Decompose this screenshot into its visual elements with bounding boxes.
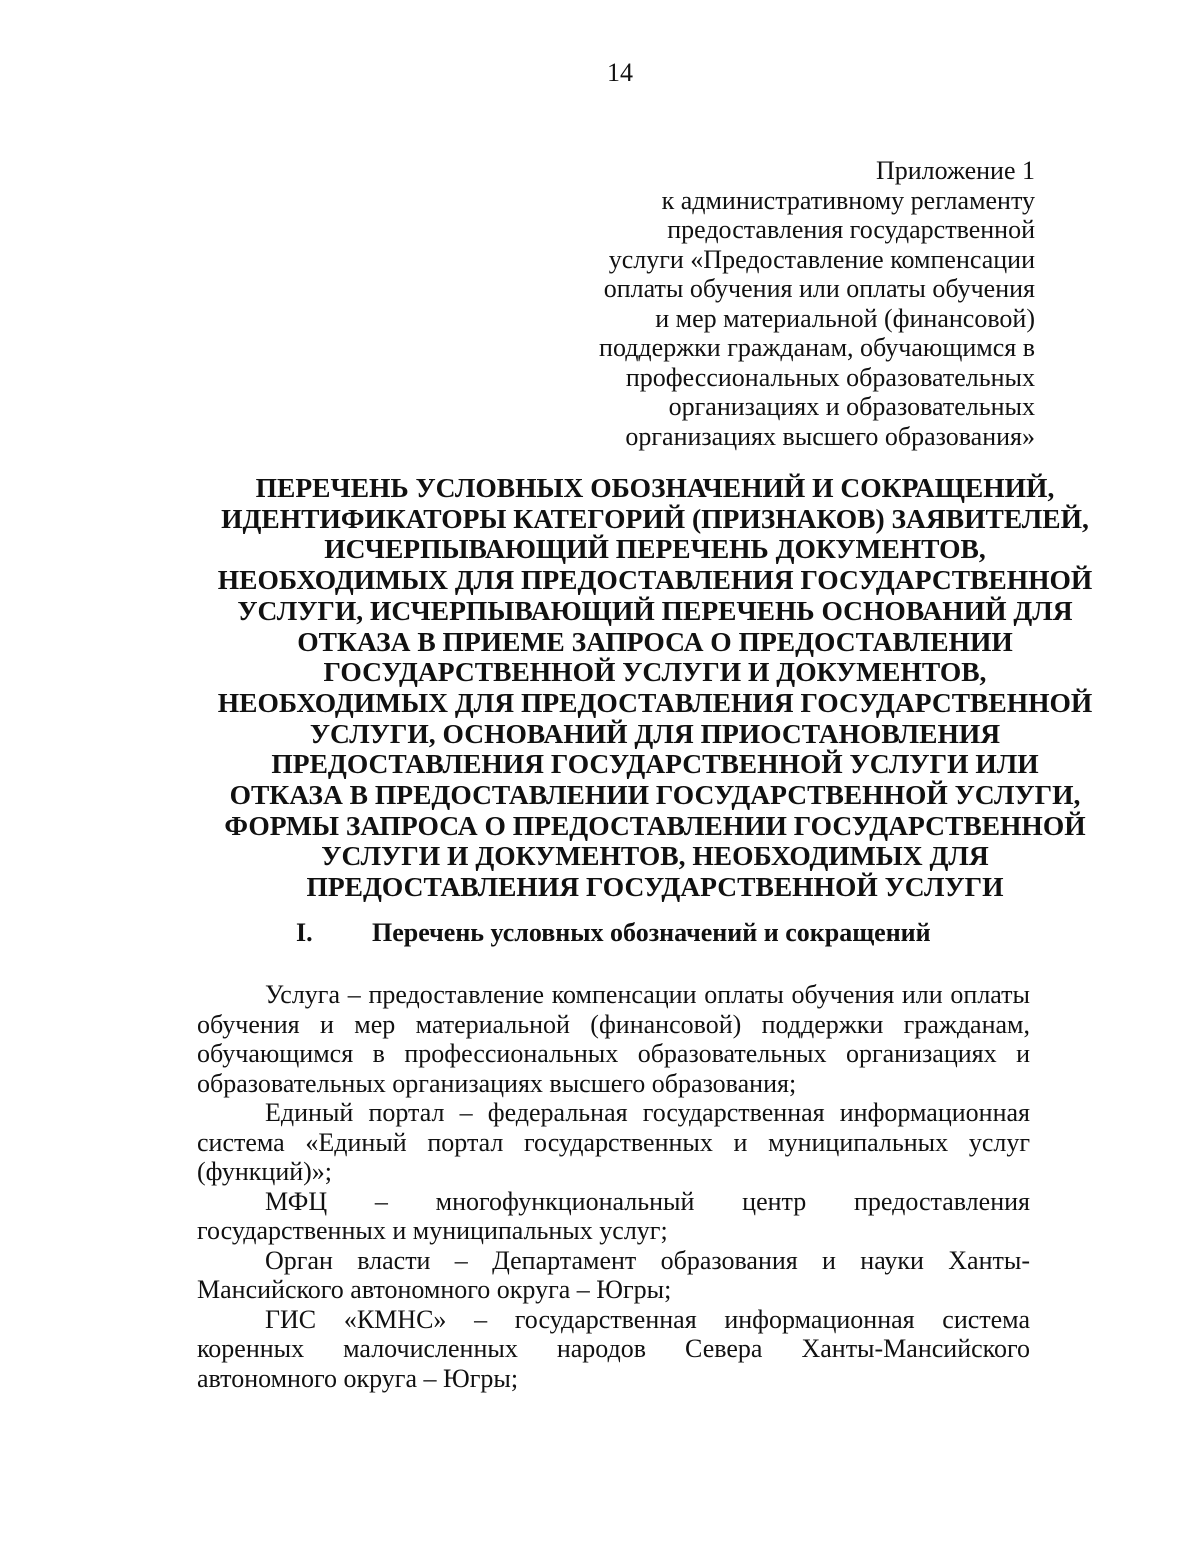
title-line: ПРЕДОСТАВЛЕНИЯ ГОСУДАРСТВЕННОЙ УСЛУГИ ИЛИ	[271, 748, 1039, 780]
title-line: ИСЧЕРПЫВАЮЩИЙ ПЕРЕЧЕНЬ ДОКУМЕНТОВ,	[324, 533, 986, 565]
appendix-line: услуги «Предоставление компенсации	[608, 244, 1035, 274]
title-line: ПРЕДОСТАВЛЕНИЯ ГОСУДАРСТВЕННОЙ УСЛУГИ	[306, 871, 1004, 903]
title-line: ОТКАЗА В ПРИЕМЕ ЗАПРОСА О ПРЕДОСТАВЛЕНИИ	[297, 625, 1013, 657]
definition-paragraph: Орган власти – Департамент образования и науки Ханты-Мансийского автономного округа – Югры;	[197, 1245, 1030, 1304]
appendix-line: поддержки гражданам, обучающимся в	[599, 333, 1035, 362]
appendix-line: оплаты обучения или оплаты обучения	[603, 274, 1035, 303]
appendix-line: Приложение 1	[875, 156, 1035, 185]
appendix-line: к административному регламенту	[661, 185, 1035, 215]
appendix-reference	[515, 156, 1035, 451]
appendix-line: организациях высшего образования»	[625, 421, 1035, 451]
title-line: УСЛУГИ, ОСНОВАНИЙ ДЛЯ ПРИОСТАНОВЛЕНИЯ	[309, 717, 1001, 749]
page-number: 14	[607, 58, 633, 87]
section-number: I.	[296, 918, 313, 947]
definition-paragraph: Услуга – предоставление компенсации оплаты обучения или оплаты обучения и мер материальной (финансовой) поддержки гражданам, обучающимся в профессиональных образовательных организациях и образовательных организациях высшего образования;	[197, 980, 1030, 1098]
title-line: ИДЕНТИФИКАТОРЫ КАТЕГОРИЙ (ПРИЗНАКОВ) ЗАЯВИТЕЛЕЙ,	[221, 502, 1089, 534]
title-line: УСЛУГИ И ДОКУМЕНТОВ, НЕОБХОДИМЫХ ДЛЯ	[321, 840, 989, 872]
appendix-line: профессиональных образовательных	[625, 362, 1035, 392]
title-line: ФОРМЫ ЗАПРОСА О ПРЕДОСТАВЛЕНИИ ГОСУДАРСТВЕННОЙ	[224, 809, 1086, 841]
title-line: УСЛУГИ, ИСЧЕРПЫВАЮЩИЙ ПЕРЕЧЕНЬ ОСНОВАНИЙ ДЛЯ	[237, 594, 1073, 626]
definition-paragraph: ГИС «КМНС» – государственная информационная система коренных малочисленных народов Севера Ханты-Мансийского автономного округа – Югры;	[197, 1304, 1030, 1393]
document-title	[140, 473, 1170, 903]
appendix-line: и мер материальной (финансовой)	[655, 303, 1035, 333]
title-line: ОТКАЗА В ПРЕДОСТАВЛЕНИИ ГОСУДАРСТВЕННОЙ УСЛУГИ,	[229, 779, 1081, 811]
appendix-line: организациях и образовательных	[668, 392, 1035, 421]
title-line: ГОСУДАРСТВЕННОЙ УСЛУГИ И ДОКУМЕНТОВ,	[323, 656, 987, 688]
section-title: Перечень условных обозначений и сокращений	[372, 918, 931, 947]
definition-paragraph: Единый портал – федеральная государственная информационная система «Единый портал государственных и муниципальных услуг (функций)»;	[197, 1098, 1030, 1186]
title-line: НЕОБХОДИМЫХ ДЛЯ ПРЕДОСТАВЛЕНИЯ ГОСУДАРСТВЕННОЙ	[217, 564, 1093, 596]
definitions-list	[197, 980, 1030, 1393]
section-heading	[296, 918, 931, 948]
title-line: НЕОБХОДИМЫХ ДЛЯ ПРЕДОСТАВЛЕНИЯ ГОСУДАРСТВЕННОЙ	[217, 686, 1093, 718]
definition-paragraph: МФЦ – многофункциональный центр предоставления государственных и муниципальных услуг;	[197, 1186, 1030, 1245]
appendix-line: предоставления государственной	[667, 215, 1035, 244]
title-line: ПЕРЕЧЕНЬ УСЛОВНЫХ ОБОЗНАЧЕНИЙ И СОКРАЩЕНИЙ,	[255, 472, 1055, 503]
